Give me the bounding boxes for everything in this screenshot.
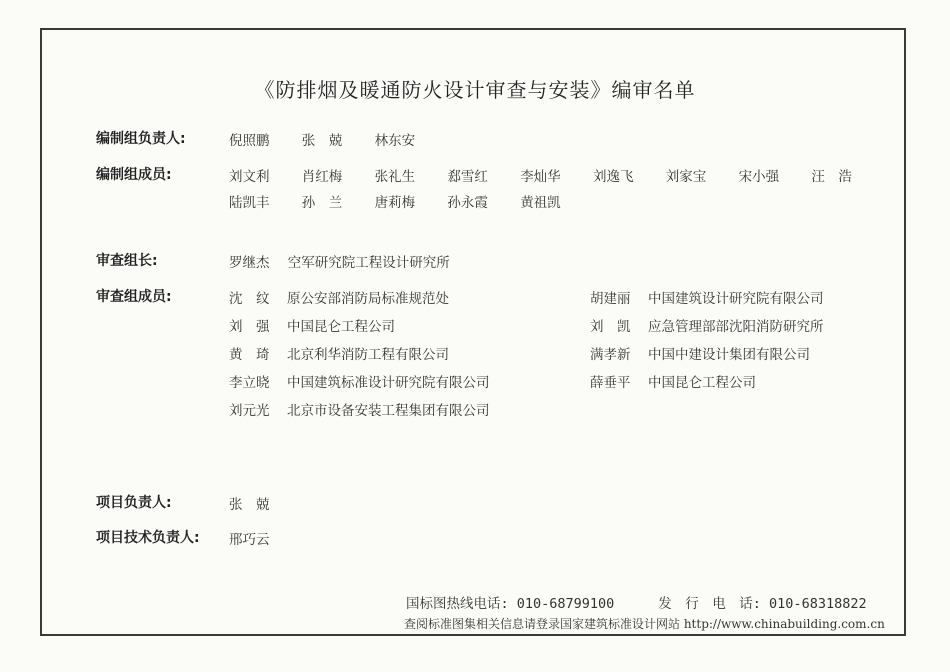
- hotline-text: 国标图热线电话: 010-68799100: [406, 596, 615, 612]
- organization: 中国昆仑工程公司: [648, 375, 756, 391]
- person-name: 林东安: [374, 133, 416, 149]
- review-member-row: [229, 371, 490, 391]
- review-leader-row: [229, 251, 450, 271]
- person-name: 刘 强: [229, 319, 270, 335]
- compile-members-row2: [229, 191, 589, 211]
- person-name: 汪 浩: [811, 169, 852, 185]
- review-leader-label: 审查组长:: [96, 253, 158, 269]
- review-members-label: 审查组成员:: [96, 289, 172, 305]
- review-member-row: [590, 315, 824, 335]
- organization: 应急管理部部沈阳消防研究所: [648, 319, 824, 335]
- organization: 原公安部消防局标准规范处: [287, 291, 449, 307]
- person-name: 肖红梅: [301, 169, 343, 185]
- organization: 中国建筑标准设计研究院有限公司: [287, 375, 490, 391]
- person-name: 刘逸飞: [592, 169, 634, 185]
- person-name: 满孝新: [590, 347, 631, 363]
- person-name: 沈 纹: [229, 291, 270, 307]
- person-name: 刘元光: [229, 403, 270, 419]
- review-member-row: [229, 287, 449, 307]
- person-name: 张 兢: [301, 133, 343, 149]
- page-title: 《防排烟及暖通防火设计审查与安装》编审名单: [254, 78, 696, 102]
- project-tech-leader-name: 邢巧云: [229, 532, 270, 548]
- person-name: 孙 兰: [301, 195, 343, 211]
- person-name: 黄祖凯: [520, 195, 561, 211]
- review-member-row: [229, 399, 490, 419]
- review-member-row: [229, 343, 449, 363]
- person-name: 陆凯丰: [229, 195, 270, 211]
- organization: 中国昆仑工程公司: [287, 319, 395, 335]
- footer-website-note: 查阅标准图集相关信息请登录国家建筑标准设计网站 http://www.chinabuilding.com.cn: [404, 617, 885, 631]
- person-name: 李立晓: [229, 375, 270, 391]
- project-tech-leader-label: 项目技术负责人:: [96, 530, 200, 546]
- review-member-row: [590, 371, 756, 391]
- person-name: 刘文利: [229, 169, 270, 185]
- organization: 北京利华消防工程有限公司: [287, 347, 449, 363]
- project-leader-label: 项目负责人:: [96, 495, 172, 511]
- issue-phone-text: 发 行 电 话: 010-68318822: [658, 596, 867, 612]
- review-member-row: [590, 287, 824, 307]
- person-name: 薛垂平: [590, 375, 631, 391]
- organization: 空军研究院工程设计研究所: [287, 255, 450, 271]
- review-member-row: [590, 343, 810, 363]
- footer-phones: [406, 592, 867, 612]
- person-name: 李灿华: [520, 169, 561, 185]
- person-name: 胡建丽: [590, 291, 631, 307]
- person-name: 黄 琦: [229, 347, 270, 363]
- compile-members-row1: [229, 165, 880, 185]
- person-name: 张礼生: [374, 169, 416, 185]
- person-name: 唐莉梅: [374, 195, 416, 211]
- person-name: 刘家宝: [665, 169, 707, 185]
- compile-leader-names: [229, 129, 443, 149]
- person-name: 宋小强: [738, 169, 780, 185]
- organization: 中国建筑设计研究院有限公司: [648, 291, 824, 307]
- person-name: 罗继杰: [229, 255, 270, 271]
- review-member-row: [229, 315, 395, 335]
- person-name: 孙永霞: [447, 195, 488, 211]
- organization: 中国中建设计集团有限公司: [648, 347, 810, 363]
- compile-leader-label: 编制组负责人:: [96, 131, 186, 147]
- compile-members-label: 编制组成员:: [96, 167, 172, 183]
- person-name: 郄雪红: [447, 169, 488, 185]
- organization: 北京市设备安装工程集团有限公司: [287, 403, 490, 419]
- person-name: 刘 凯: [590, 319, 631, 335]
- person-name: 倪照鹏: [229, 133, 270, 149]
- project-leader-name: 张 兢: [229, 497, 270, 513]
